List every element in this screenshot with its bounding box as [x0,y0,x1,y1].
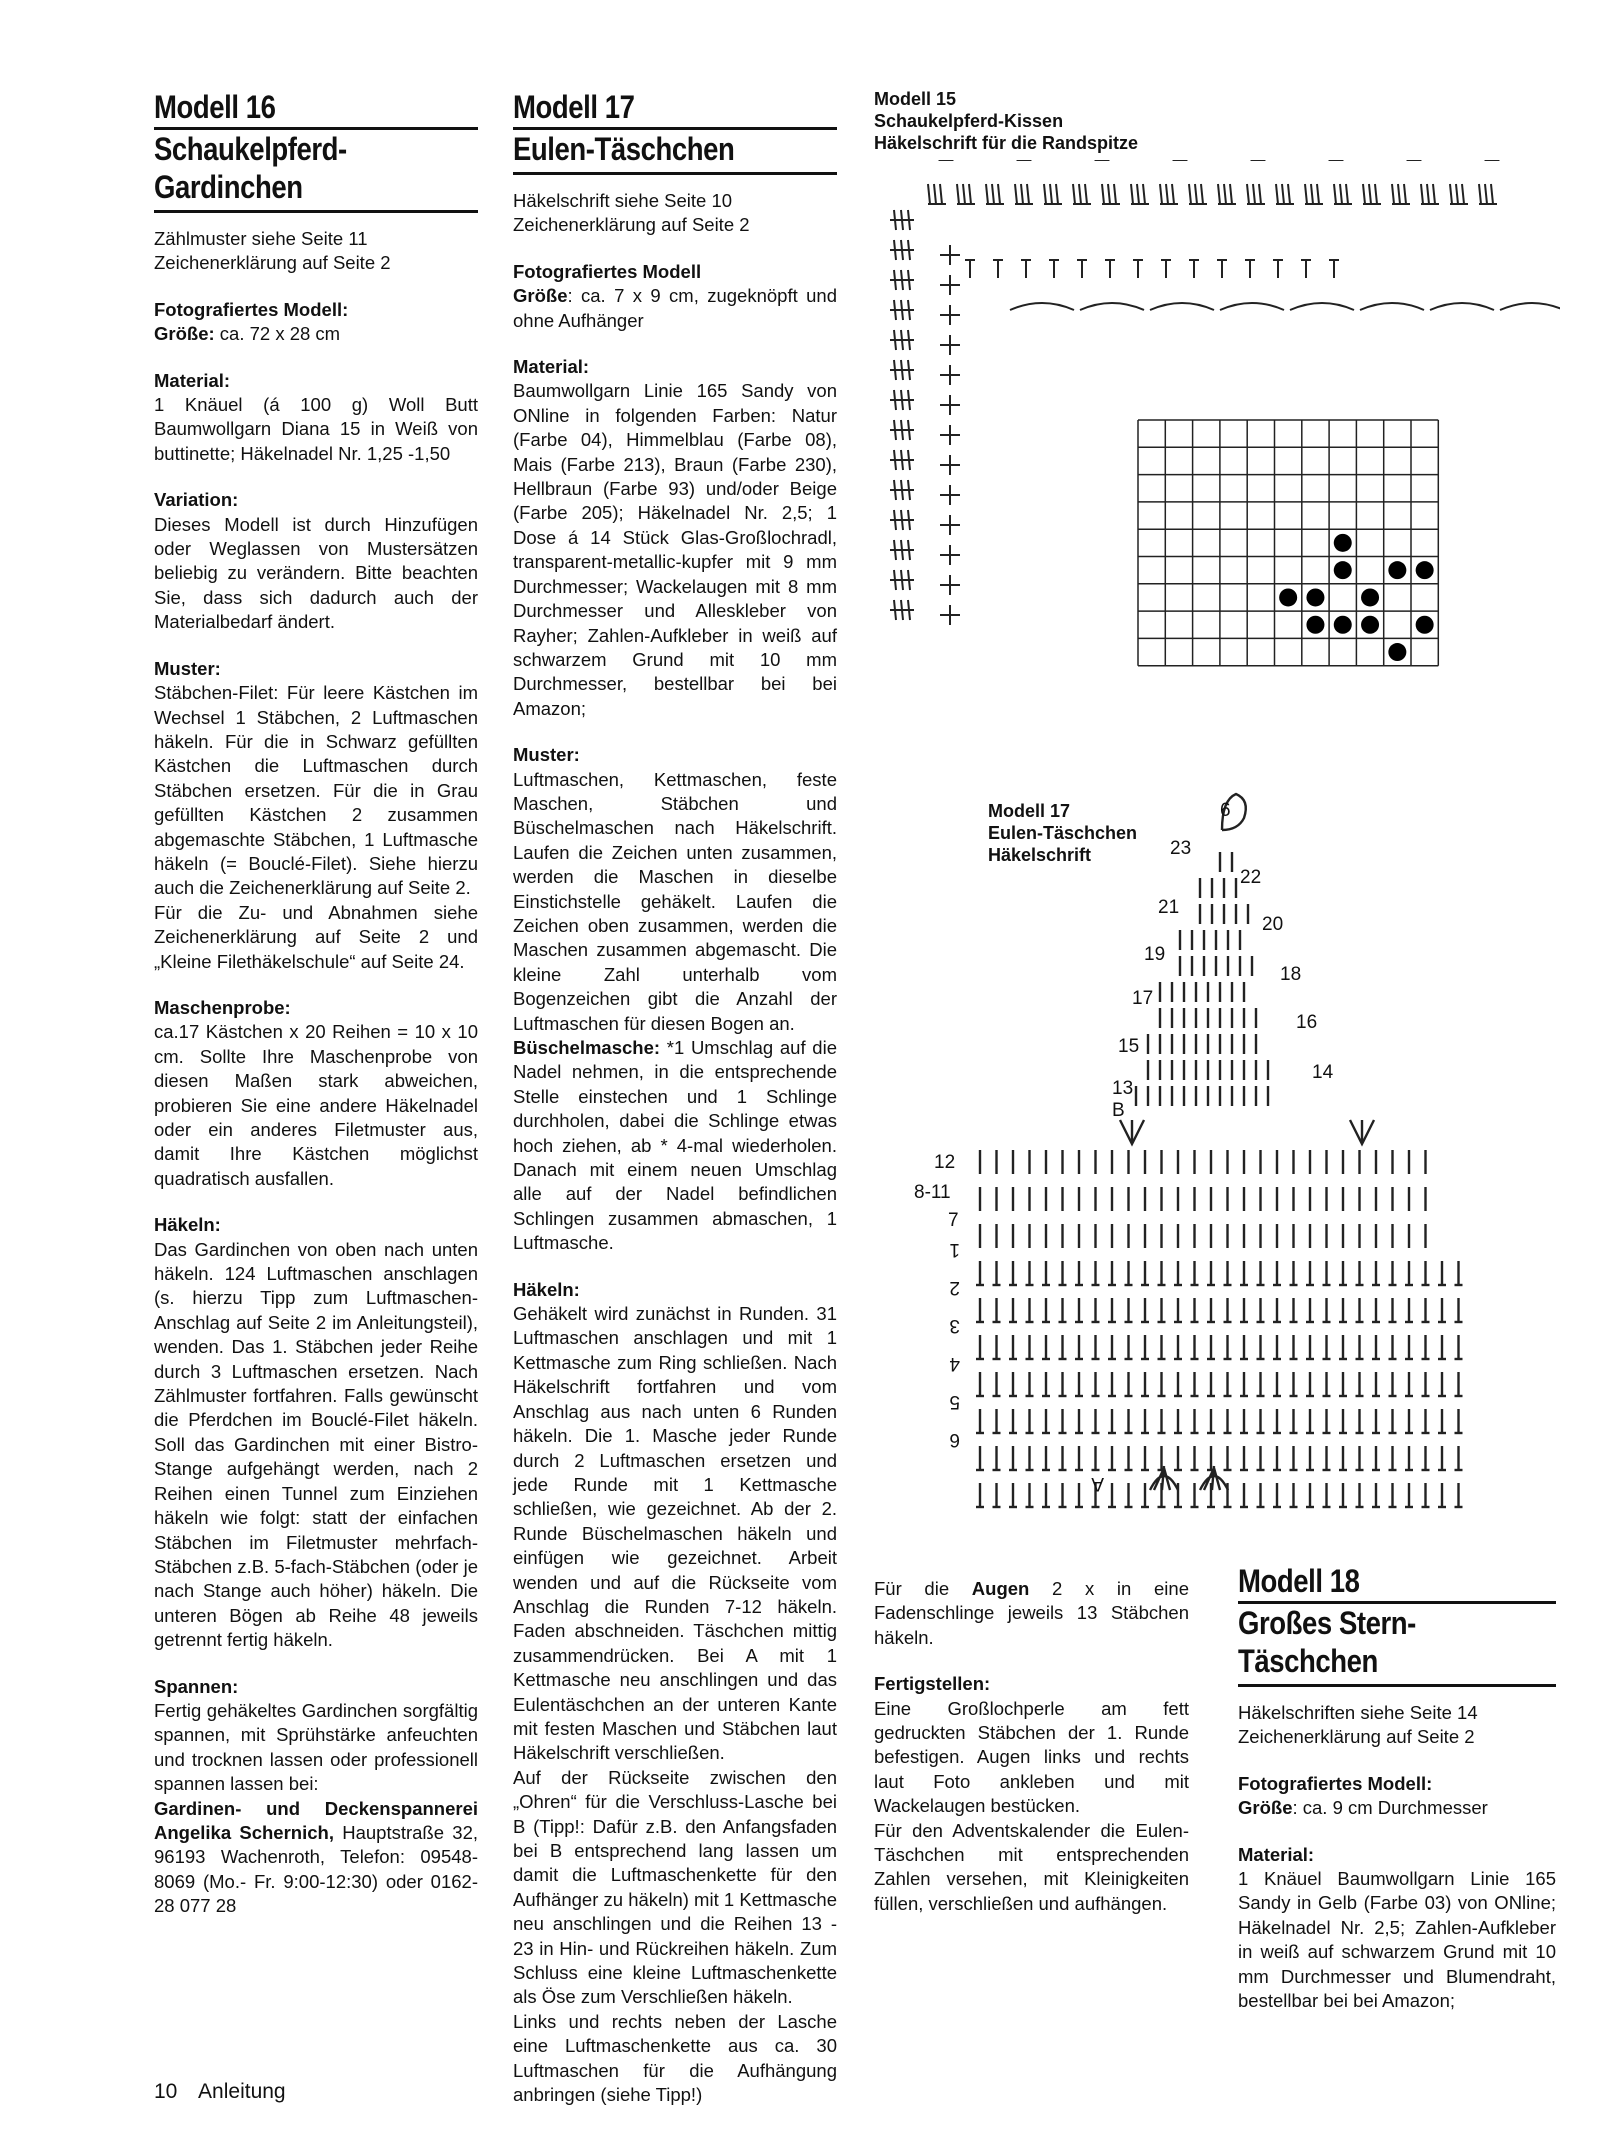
material-text: 1 Knäuel (á 100 g) Woll Butt Baumwollgarn Diana 15 in Weiß von buttinette; Häkelnadel Nr. 1,25 -1,50 [154,394,478,464]
stitch-mark [1172,184,1174,204]
fertig-text: Eine Großlochperle am fett gedruckten Stäbchen der 1. Runde befestigen. Augen links und rechts laut Foto ankleben und mit Wackelaugen bestücken. [874,1697,1189,1817]
stitch-mark [894,510,896,530]
column-modell-18 [1238,1562,1556,2013]
arch-mark [1430,303,1494,310]
stitch-mark [908,270,910,290]
caption-line: Modell 15 [874,89,957,109]
stitch-mark [894,480,896,500]
stitch-mark [894,420,896,440]
crochet-chart-randspitze [870,160,1560,760]
row-label: 3 [949,1315,960,1336]
stitch-mark [963,184,965,204]
stitch-mark [1021,184,1023,204]
stitch-mark [901,600,903,620]
section-heading: Häkeln: [513,1278,580,1300]
haekeln-text: Auf der Rückseite zwischen den „Ohren“ für die Verschluss-Lasche bei B (Tipp!: Dafür z.B. den Anfangsfaden bei B entsprechend lang lassen um damit die Luftmaschenkette für den Aufhänger zu häkeln) mit 1 Kettmasche neu anschlingen und die Reihen 13 - 23 in Hin- und Rückreihen häkeln. Zum Schluss eine kleine Luftmaschenkette als Öse zum Verschließen häkeln. [513,1766,837,2008]
stitch-mark [1369,184,1371,204]
stitch-mark [1044,184,1046,204]
arch-mark [1290,303,1354,310]
section-heading: Maschenprobe: [154,996,291,1018]
size-line: Größe: ca. 7 x 9 cm, zugeknöpft und ohne Aufhänger [513,285,837,331]
stitch-mark [998,184,1000,204]
filled-cell-dot [1416,616,1434,634]
stitch-mark [1166,184,1168,204]
stitch-mark [894,390,896,410]
stitch-mark [901,570,903,590]
stitch-mark [1491,184,1493,204]
section-heading: Material: [1238,1843,1315,1865]
intro-line: Zeichenerklärung auf Seite 2 [1238,1726,1475,1748]
filled-cell-dot [1388,643,1406,661]
section-heading: Spannen: [154,1675,239,1697]
stitch-mark [901,240,903,260]
stitch-mark [901,270,903,290]
arch-mark [1220,303,1284,310]
section-heading: Fotografiertes Modell [513,260,702,282]
stitch-mark [908,210,910,230]
caption-line: Eulen-Täschchen [988,823,1138,843]
stitch-mark [1404,184,1406,204]
row-label: 23 [1170,838,1192,859]
stitch-mark [969,184,971,204]
stitch-mark [1050,184,1052,204]
stitch-mark [901,360,903,380]
stitch-mark [1073,184,1075,204]
arch-mark [1080,303,1144,310]
row-label: 22 [1240,867,1262,888]
stitch-mark [908,600,910,620]
stitch-mark [901,210,903,230]
stitch-mark [1363,184,1365,204]
muster-text: Für die Zu- und Abnahmen siehe Zeichenerklärung auf Seite 2 und „Kleine Filethäkelschule“ auf Seite 24. [154,901,478,972]
filled-cell-dot [1306,588,1324,606]
caption-line: Modell 17 [988,801,1071,821]
stitch-mark [1288,184,1290,204]
stitch-mark [1317,184,1319,204]
stitch-mark [901,300,903,320]
stitch-mark [894,360,896,380]
column-modell-17 [513,88,837,2107]
stitch-mark [1485,184,1487,204]
loop-count: 6 [1220,800,1231,821]
maschenprobe-text: ca.17 Kästchen x 20 Reihen = 10 x 10 cm. Sollte Ihre Maschenprobe von diesen Maßen stark abweichen, probieren Sie eine andere Häkelnadel oder ein anderes Filetmuster aus, damit Ihre Kästchen möglichst quadratisch ausfallen. [154,1021,478,1189]
stitch-mark [1276,184,1278,204]
section-heading: Fotografiertes Modell: [1238,1772,1433,1794]
variation-text: Dieses Modell ist durch Hinzufügen oder Weglassen von Mustersätzen beliebig zu verändern. Bitte beachten Sie, dass sich dadurch auch der Materialbedarf ändert. [154,513,478,633]
stitch-mark [1427,184,1429,204]
stitch-mark [1056,184,1058,204]
caption-line: Häkelschrift für die Randspitze [874,133,1139,153]
footer-section: Anleitung [198,2080,286,2103]
stitch-mark [1311,184,1313,204]
section-heading: Häkeln: [154,1214,221,1236]
stitch-mark [1433,184,1435,204]
stitch-mark [908,330,910,350]
fan-mark [1150,1466,1178,1490]
stitch-mark [1143,184,1145,204]
section-heading: Material: [513,356,590,378]
row-label: 8-11 [914,1182,951,1203]
crochet-chart-eule [900,790,1520,1540]
stitch-mark [1421,184,1423,204]
tuft-mark [1120,1120,1144,1144]
stitch-mark [1189,184,1191,204]
stitch-mark [894,540,896,560]
stitch-mark [908,540,910,560]
stitch-mark [1305,184,1307,204]
subtitle-rule [513,172,837,175]
row-label: 13 [1112,1078,1134,1099]
row-label: 5 [949,1391,960,1412]
section-heading: Material: [154,369,231,391]
section-heading: Muster: [513,744,580,766]
stitch-mark [1450,184,1452,204]
spannen-address: Gardinen- und Deckenspannerei Angelika Schernich, Hauptstraße 32, 96193 Wachenroth, Telefon: 09548-8069 (Mo.- Fr. 9:00-12:30) oder 0162-28 077 28 [154,1797,479,1917]
row-label: 7 [948,1210,959,1231]
modell-16-subtitle: Schaukelpferd- [154,131,347,167]
stitch-mark [1201,184,1203,204]
stitch-mark [1398,184,1400,204]
filled-cell-dot [1388,561,1406,579]
row-label: 21 [1158,897,1180,918]
arch-mark [1150,303,1214,310]
stitch-mark [940,184,942,204]
filled-cell-dot [1334,561,1352,579]
filled-cell-dot [1334,616,1352,634]
stitch-mark [901,330,903,350]
row-label: 18 [1280,964,1302,985]
stitch-mark [1102,184,1104,204]
material-text: 1 Knäuel Baumwollgarn Linie 165 Sandy in Gelb (Farbe 03) von ONline; Häkelnadel Nr. 2,5; Zahlen-Aufkleber in weiß auf schwarzem Grund mit 10 mm Durchmesser und Blumendraht, bestellbar bei bei Amazon; [1238,1868,1556,2012]
row-label: 2 [949,1277,960,1298]
stitch-mark [1108,184,1110,204]
stitch-mark [894,210,896,230]
row-label: 6 [949,1429,960,1450]
stitch-mark [928,184,930,204]
stitch-mark [1015,184,1017,204]
tuft-mark [1350,1120,1374,1144]
filled-cell-dot [1361,616,1379,634]
intro-line: Zählmuster siehe Seite 11 [154,228,368,249]
size-line: Größe: ca. 72 x 28 cm [154,323,341,345]
page-footer [154,2080,302,2104]
arch-mark [1360,303,1424,310]
stitch-mark [894,240,896,260]
bueschel-text: Büschelmasche: *1 Umschlag auf die Nadel nehmen, in die entsprechende Stelle einstechen und 1 Schlinge durchholen, dabei die Schlinge etwas hoch ziehen, ab * 4-mal wiederholen. Danach mit einem neuen Umschlag alle auf der Nadel befindlichen Schlingen zusammen abmaschen, 1 Luftmasche. [513,1037,837,1254]
column-modell-16 [154,88,478,1919]
stitch-mark [1079,184,1081,204]
haekeln-text: Gehäkelt wird zunächst in Runden. 31 Luftmaschen anschlagen und mit 1 Kettmasche zum Ring schließen. Nach Häkelschrift fortfahren und vom Anschlag aus nach unten 6 Runden häkeln. Die 1. Masche jeder Runde durch 2 Luftmaschen ersetzen und jede Runde mit 1 Kettmasche schließen, wie gezeichnet. Ab der 2. Runde Büschelmaschen häkeln und einfügen wie gezeichnet. Arbeit wenden und auf die Rückseite vom Anschlag die Runden 7-12 häkeln. Faden abschneiden. Täschchen mittig zusammendrücken. Bei A mit 1 Kettmasche neu anschlingen und das Eulentäschchen an der unteren Kante mit festen Maschen und Stäbchen laut Häkelschrift verschließen. [513,1303,837,1764]
stitch-mark [908,240,910,260]
stitch-mark [894,450,896,470]
row-label: 16 [1296,1012,1318,1033]
stitch-mark [992,184,994,204]
stitch-mark [1392,184,1394,204]
arch-mark [1500,303,1560,310]
section-heading: Fotografiertes Modell: [154,298,349,320]
modell-17-subtitle: Eulen-Täschchen [513,131,735,167]
stitch-mark [1230,184,1232,204]
stitch-mark [908,450,910,470]
stitch-mark [1218,184,1220,204]
stitch-mark [1456,184,1458,204]
haekeln-text: Das Gardinchen von oben nach unten häkeln. 124 Luftmaschen anschlagen (s. hierzu Tipp zum Luftmaschen-Anschlag auf Seite 2 im Anleitungsteil), wenden. Das 1. Stäbchen jeder Reihe durch 3 Luftmaschen ersetzen. Nach Zählmuster fortfahren. Falls gewünscht die Pferdchen im Bouclé-Filet häkeln. Soll das Gardinchen mit einer Bistro-Stange aufgehängt werden, nach 2 Reihen einen Tunnel zum Einziehen häkeln wie folgt: statt der einfachen Stäbchen im Filetmuster mehrfach-Stäbchen z.B. 5-fach-Stäbchen (oder je nach Stange auch höher) häkeln. Die unteren Bögen ab Reihe 48 jeweils getrennt fertig häkeln. [154,1238,478,1651]
stitch-mark [934,184,936,204]
stitch-mark [901,390,903,410]
stitch-mark [908,390,910,410]
modell-18-subtitle-2: Täschchen [1238,1643,1378,1679]
stitch-mark [901,480,903,500]
muster-text: Luftmaschen, Kettmaschen, feste Maschen, Stäbchen und Büschelmaschen nach Häkelschrift. Laufen die Zeichen unten zusammen, werden die Maschen in dieselbe Einstichstelle gehäkelt. Laufen die Zeichen oben zusammen, werden die Maschen zusammen abgemascht. Die kleine Zahl unterhalb vom Bogenzeichen gibt die Anzahl der Luftmaschen für diesen Bogen an. [513,768,837,1034]
row-label: 14 [1312,1062,1334,1083]
filled-cell-dot [1306,616,1324,634]
stitch-mark [1340,184,1342,204]
stitch-mark [894,270,896,290]
filled-cell-dot [1416,561,1434,579]
stitch-mark [1137,184,1139,204]
stitch-mark [957,184,959,204]
row-label: 4 [949,1353,960,1374]
section-heading: Variation: [154,489,239,511]
arch-mark [1010,303,1074,310]
stitch-mark [908,420,910,440]
stitch-mark [1085,184,1087,204]
stitch-mark [986,184,988,204]
stitch-mark [1462,184,1464,204]
modell-18-title: Modell 18 [1238,1563,1360,1599]
modell-16-title: Modell 16 [154,89,276,125]
stitch-mark [1195,184,1197,204]
modell-18-subtitle: Großes Stern- [1238,1605,1416,1641]
stitch-mark [1375,184,1377,204]
stitch-mark [1131,184,1133,204]
filled-cell-dot [1361,588,1379,606]
row-label: 19 [1144,944,1166,965]
row-label: 15 [1118,1036,1140,1057]
spannen-text: Fertig gehäkeltes Gardinchen sorgfältig spannen, mit Sprühstärke anfeuchten und trocknen lassen oder professionell spannen lassen bei: [154,1699,478,1795]
column-modell-17-cont [874,1577,1189,1916]
stitch-mark [1160,184,1162,204]
stitch-mark [1253,184,1255,204]
page-number: 10 [154,2080,178,2103]
stitch-mark [894,570,896,590]
stitch-mark [901,510,903,530]
filled-cell-dot [1279,588,1297,606]
filled-cell-dot [1334,534,1352,552]
augen-text: Für die Augen 2 x in eine Fadenschlinge jeweils 13 Stäbchen häkeln. [874,1578,1189,1648]
row-label: 12 [934,1152,956,1173]
stitch-mark [908,300,910,320]
caption-line: Häkelschrift [988,845,1092,865]
row-label: 20 [1262,914,1284,935]
section-heading: Muster: [154,657,221,679]
stitch-mark [1259,184,1261,204]
stitch-mark [1334,184,1336,204]
intro-line: Zeichenerklärung auf Seite 2 [513,214,750,236]
material-text: Baumwollgarn Linie 165 Sandy von ONline in folgenden Farben: Natur (Farbe 04), Himmelblau (Farbe 08), Mais (Farbe 213), Braun (Farbe 230), Hellbraun (Farbe 93) und/oder Beige (Farbe 205); Häkelnadel Nr. 2,5; 1 Dose á 14 Stück Glas-Großlochradl, transparent-metallic-kupfer mit 9 mm Durchmesser; Wackelaugen mit 8 mm Durchmesser und Alleskleber von Rayher; Zahlen-Aufkleber in weiß auf schwarzem Grund mit 10 mm Durchmesser, bestellbar bei bei Amazon; [513,380,837,719]
stitch-mark [1346,184,1348,204]
intro-line: Häkelschrift siehe Seite 10 [513,190,733,211]
stitch-mark [908,360,910,380]
fig-modell-15-caption [874,88,1138,154]
stitch-mark [1479,184,1481,204]
stitch-mark [1224,184,1226,204]
stitch-mark [1114,184,1116,204]
label-a: A [1091,1473,1104,1494]
caption-line: Schaukelpferd-Kissen [874,111,1064,131]
stitch-mark [1247,184,1249,204]
modell-17-title: Modell 17 [513,89,635,125]
stitch-mark [901,450,903,470]
row-label: 17 [1132,988,1154,1009]
subtitle-rule [1238,1684,1556,1687]
stitch-mark [894,600,896,620]
stitch-mark [908,570,910,590]
row-label: 1 [949,1239,960,1260]
modell-16-subtitle-2: Gardinchen [154,169,303,205]
stitch-mark [1282,184,1284,204]
stitch-mark [894,300,896,320]
section-heading: Fertigstellen: [874,1673,991,1695]
intro-line: Zeichenerklärung auf Seite 2 [154,252,391,274]
muster-text: Stäbchen-Filet: Für leere Kästchen im Wechsel 1 Stäbchen, 2 Luftmaschen häkeln. Für die in Schwarz gefüllten Kästchen die Luftmaschen durch Stäbchen ersetzen. Für die in Grau gefüllten Kästchen 2 zusammen abgemaschte Stäbchen, 1 Luftmasche häkeln (= Bouclé-Filet). Siehe hierzu auch die Zeichenerklärung auf Seite 2. [154,682,478,899]
stitch-mark [1027,184,1029,204]
haekeln-text: Links und rechts neben der Lasche eine Luftmaschenkette aus ca. 30 Luftmaschen für die Aufhängung anbringen (siehe Tipp!) [513,2010,837,2106]
size-line: Größe: ca. 9 cm Durchmesser [1238,1797,1488,1819]
subtitle-rule [154,210,478,213]
intro-line: Häkelschriften siehe Seite 14 [1238,1702,1478,1723]
label-b: B [1112,1100,1125,1121]
stitch-mark [901,540,903,560]
stitch-mark [894,330,896,350]
stitch-mark [901,420,903,440]
fertig-text: Für den Adventskalender die Eulen-Täschchen mit entsprechenden Zahlen versehen, mit Kleinigkeiten füllen, verschließen und aufhängen. [874,1819,1189,1914]
stitch-mark [908,480,910,500]
stitch-mark [908,510,910,530]
